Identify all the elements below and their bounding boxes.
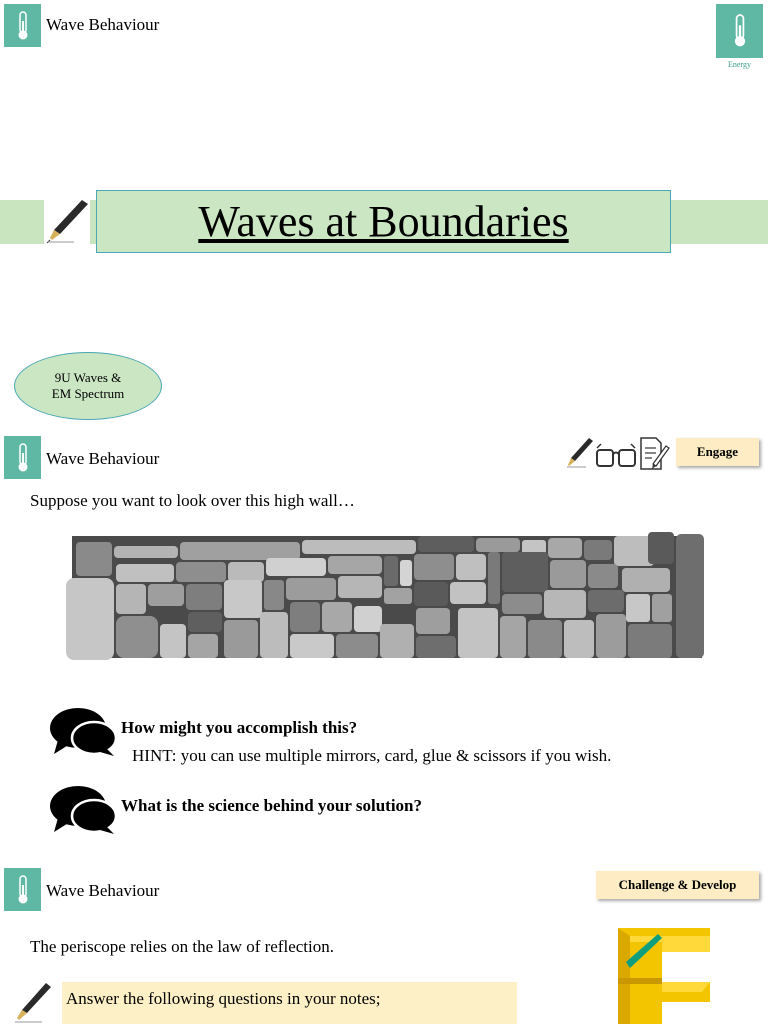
stone-wall-image (62, 528, 708, 669)
topic-label: Wave Behaviour (46, 15, 160, 34)
pen-icon (44, 196, 90, 249)
question-1: How might you accomplish this? (121, 718, 358, 737)
unit-oval (14, 352, 162, 420)
title-box (96, 190, 671, 253)
thermometer-icon (16, 875, 30, 905)
intro-text: Suppose you want to look over this high wall… (30, 491, 355, 510)
oval-line2: EM Spectrum (51, 386, 125, 401)
topic-label: Wave Behaviour (46, 449, 160, 468)
thermometer-icon (16, 11, 30, 41)
question-2: What is the science behind your solution? (121, 796, 423, 815)
speech-bubbles-icon (48, 706, 120, 763)
pen-icon (12, 980, 52, 1029)
thermometer-badge (4, 436, 41, 479)
periscope-image (612, 922, 716, 1029)
thermometer-icon (732, 13, 748, 49)
thermometer-icon (16, 443, 30, 473)
thermometer-badge (4, 4, 41, 47)
engage-tag: Engage (676, 438, 759, 466)
pen-icon (564, 436, 594, 473)
glasses-icon (595, 440, 637, 475)
oval-line1: 9U Waves & (54, 370, 122, 385)
notes-icon (638, 436, 670, 477)
energy-badge (716, 4, 763, 58)
thermometer-badge (4, 868, 41, 911)
hint-text: HINT: you can use multiple mirrors, card, glue & scissors if you wish. (132, 746, 612, 765)
topic-label: Wave Behaviour (46, 881, 160, 900)
page-title: Waves at Boundaries (198, 197, 569, 246)
energy-label: Energy (728, 60, 751, 69)
statement-text: The periscope relies on the law of reflection. (30, 937, 334, 956)
speech-bubbles-icon (48, 784, 120, 841)
instruction-text: Answer the following questions in your notes; (66, 989, 381, 1008)
challenge-tag: Challenge & Develop (596, 871, 759, 899)
